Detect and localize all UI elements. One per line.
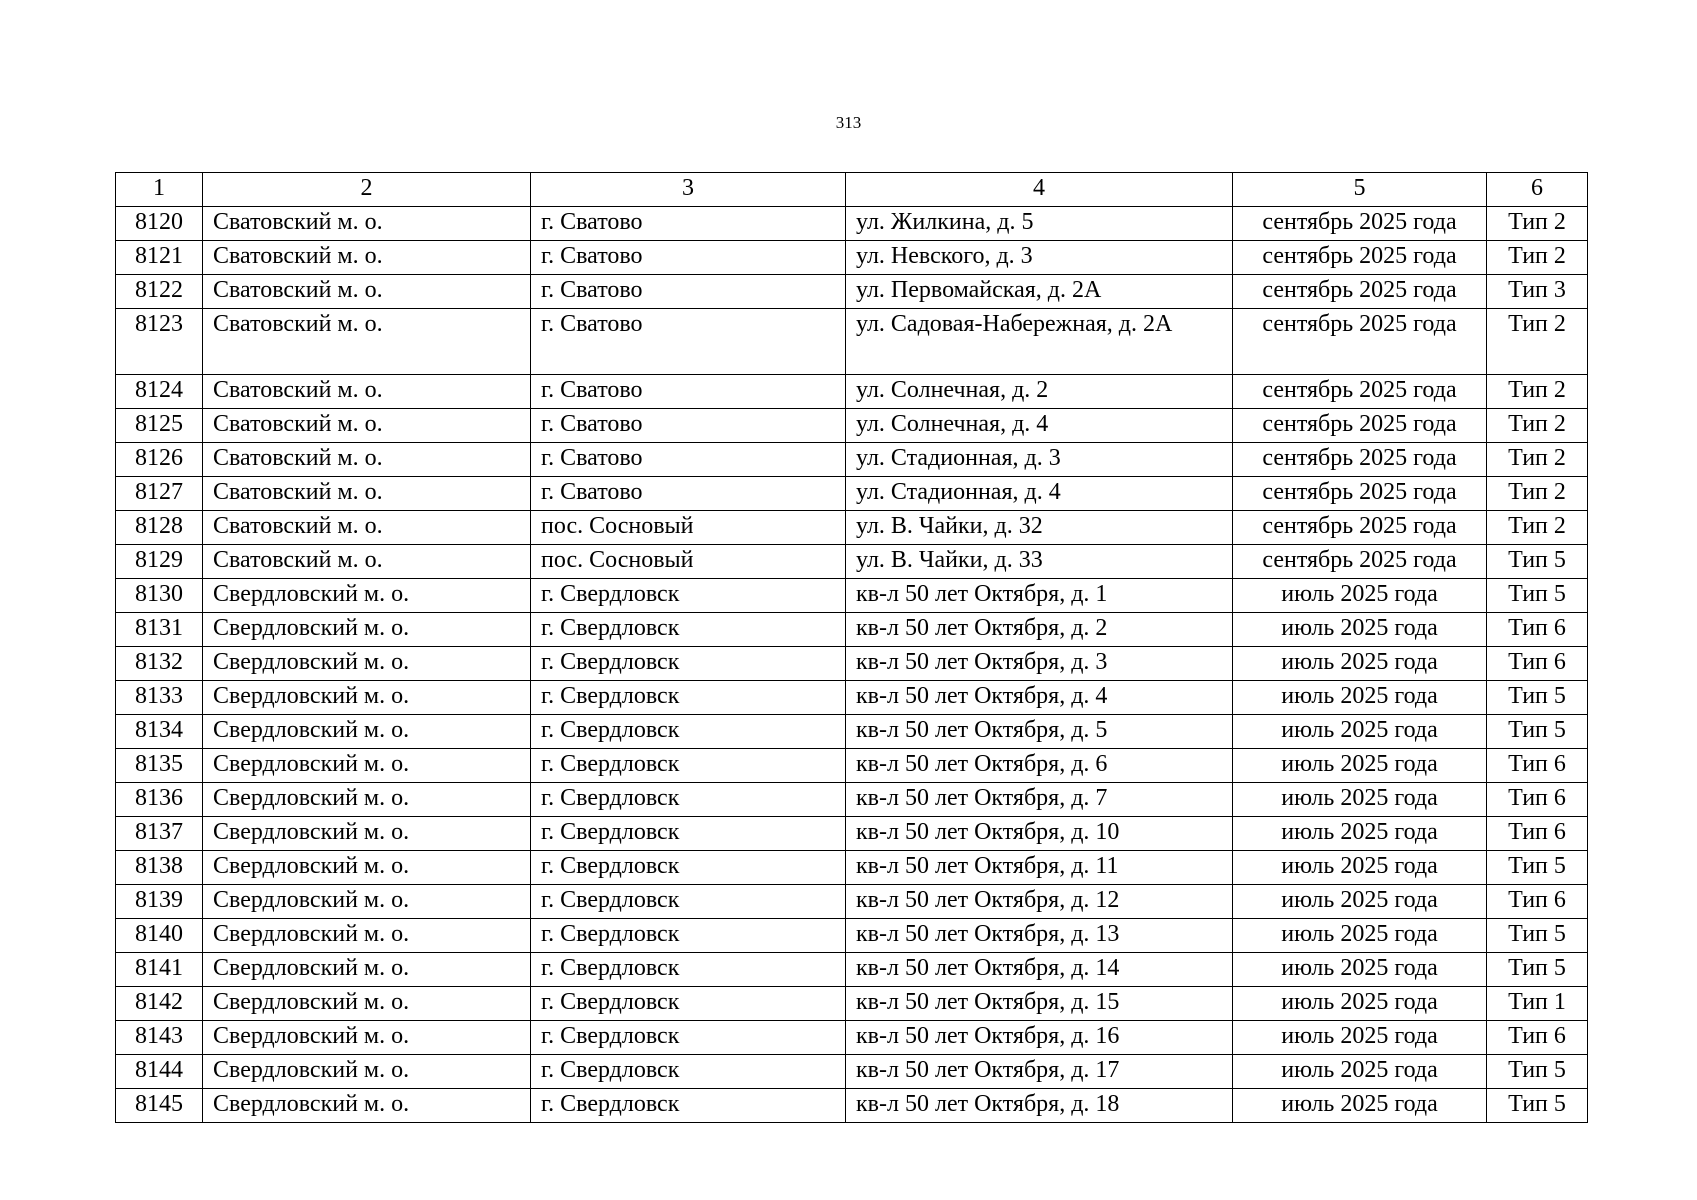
date-cell: сентябрь 2025 года bbox=[1233, 375, 1487, 409]
date-cell: июль 2025 года bbox=[1233, 613, 1487, 647]
data-table bbox=[115, 172, 1588, 1123]
row-number: 8128 bbox=[116, 511, 203, 545]
row-number: 8126 bbox=[116, 443, 203, 477]
table-row bbox=[116, 1055, 1588, 1089]
date-cell: сентябрь 2025 года bbox=[1233, 309, 1487, 375]
row-number: 8120 bbox=[116, 207, 203, 241]
address-cell: кв-л 50 лет Октября, д. 15 bbox=[846, 987, 1233, 1021]
row-number: 8123 bbox=[116, 309, 203, 375]
type-cell: Тип 1 bbox=[1487, 987, 1588, 1021]
locality-cell: г. Свердловск bbox=[531, 919, 846, 953]
type-cell: Тип 5 bbox=[1487, 851, 1588, 885]
table-row bbox=[116, 885, 1588, 919]
address-cell: кв-л 50 лет Октября, д. 16 bbox=[846, 1021, 1233, 1055]
address-cell: ул. Невского, д. 3 bbox=[846, 241, 1233, 275]
address-cell: кв-л 50 лет Октября, д. 6 bbox=[846, 749, 1233, 783]
date-cell: сентябрь 2025 года bbox=[1233, 275, 1487, 309]
row-number: 8144 bbox=[116, 1055, 203, 1089]
district-cell: Сватовский м. о. bbox=[203, 207, 531, 241]
row-number: 8143 bbox=[116, 1021, 203, 1055]
table-row bbox=[116, 783, 1588, 817]
table-row bbox=[116, 749, 1588, 783]
row-number: 8125 bbox=[116, 409, 203, 443]
district-cell: Свердловский м. о. bbox=[203, 885, 531, 919]
table-row bbox=[116, 409, 1588, 443]
type-cell: Тип 2 bbox=[1487, 207, 1588, 241]
type-cell: Тип 5 bbox=[1487, 919, 1588, 953]
date-cell: сентябрь 2025 года bbox=[1233, 241, 1487, 275]
table-row bbox=[116, 275, 1588, 309]
district-cell: Свердловский м. о. bbox=[203, 851, 531, 885]
date-cell: июль 2025 года bbox=[1233, 1089, 1487, 1123]
address-cell: ул. Первомайская, д. 2А bbox=[846, 275, 1233, 309]
date-cell: сентябрь 2025 года bbox=[1233, 409, 1487, 443]
type-cell: Тип 2 bbox=[1487, 309, 1588, 375]
locality-cell: г. Свердловск bbox=[531, 715, 846, 749]
address-cell: ул. Садовая-Набережная, д. 2А bbox=[846, 309, 1233, 375]
locality-cell: г. Свердловск bbox=[531, 987, 846, 1021]
table-row bbox=[116, 613, 1588, 647]
type-cell: Тип 2 bbox=[1487, 477, 1588, 511]
row-number: 8140 bbox=[116, 919, 203, 953]
locality-cell: г. Свердловск bbox=[531, 749, 846, 783]
type-cell: Тип 6 bbox=[1487, 817, 1588, 851]
type-cell: Тип 5 bbox=[1487, 579, 1588, 613]
table-row bbox=[116, 715, 1588, 749]
type-cell: Тип 6 bbox=[1487, 885, 1588, 919]
date-cell: июль 2025 года bbox=[1233, 987, 1487, 1021]
table-row bbox=[116, 953, 1588, 987]
address-cell: ул. Солнечная, д. 2 bbox=[846, 375, 1233, 409]
district-cell: Сватовский м. о. bbox=[203, 409, 531, 443]
type-cell: Тип 6 bbox=[1487, 613, 1588, 647]
address-cell: ул. Жилкина, д. 5 bbox=[846, 207, 1233, 241]
locality-cell: г. Сватово bbox=[531, 409, 846, 443]
date-cell: июль 2025 года bbox=[1233, 681, 1487, 715]
district-cell: Сватовский м. о. bbox=[203, 443, 531, 477]
table-row bbox=[116, 579, 1588, 613]
address-cell: кв-л 50 лет Октября, д. 7 bbox=[846, 783, 1233, 817]
address-cell: кв-л 50 лет Октября, д. 18 bbox=[846, 1089, 1233, 1123]
district-cell: Сватовский м. о. bbox=[203, 511, 531, 545]
type-cell: Тип 6 bbox=[1487, 1021, 1588, 1055]
date-cell: июль 2025 года bbox=[1233, 715, 1487, 749]
address-cell: кв-л 50 лет Октября, д. 11 bbox=[846, 851, 1233, 885]
table-row bbox=[116, 545, 1588, 579]
table-row bbox=[116, 681, 1588, 715]
date-cell: июль 2025 года bbox=[1233, 579, 1487, 613]
row-number: 8133 bbox=[116, 681, 203, 715]
district-cell: Сватовский м. о. bbox=[203, 375, 531, 409]
row-number: 8129 bbox=[116, 545, 203, 579]
header-cell-6: 6 bbox=[1487, 173, 1588, 207]
row-number: 8132 bbox=[116, 647, 203, 681]
row-number: 8136 bbox=[116, 783, 203, 817]
district-cell: Свердловский м. о. bbox=[203, 681, 531, 715]
district-cell: Свердловский м. о. bbox=[203, 953, 531, 987]
type-cell: Тип 5 bbox=[1487, 545, 1588, 579]
date-cell: июль 2025 года bbox=[1233, 783, 1487, 817]
locality-cell: г. Свердловск bbox=[531, 1055, 846, 1089]
header-cell-2: 2 bbox=[203, 173, 531, 207]
district-cell: Свердловский м. о. bbox=[203, 749, 531, 783]
locality-cell: г. Сватово bbox=[531, 241, 846, 275]
table-row bbox=[116, 919, 1588, 953]
locality-cell: г. Свердловск bbox=[531, 647, 846, 681]
district-cell: Свердловский м. о. bbox=[203, 715, 531, 749]
date-cell: июль 2025 года bbox=[1233, 851, 1487, 885]
row-number: 8127 bbox=[116, 477, 203, 511]
table-row bbox=[116, 241, 1588, 275]
table-row bbox=[116, 1089, 1588, 1123]
district-cell: Сватовский м. о. bbox=[203, 477, 531, 511]
address-cell: кв-л 50 лет Октября, д. 5 bbox=[846, 715, 1233, 749]
type-cell: Тип 5 bbox=[1487, 681, 1588, 715]
address-cell: кв-л 50 лет Октября, д. 12 bbox=[846, 885, 1233, 919]
date-cell: сентябрь 2025 года bbox=[1233, 511, 1487, 545]
row-number: 8138 bbox=[116, 851, 203, 885]
page-number: 313 bbox=[835, 113, 862, 132]
type-cell: Тип 5 bbox=[1487, 953, 1588, 987]
address-cell: ул. Солнечная, д. 4 bbox=[846, 409, 1233, 443]
locality-cell: г. Сватово bbox=[531, 309, 846, 375]
locality-cell: пос. Сосновый bbox=[531, 545, 846, 579]
district-cell: Сватовский м. о. bbox=[203, 241, 531, 275]
address-cell: кв-л 50 лет Октября, д. 3 bbox=[846, 647, 1233, 681]
row-number: 8131 bbox=[116, 613, 203, 647]
date-cell: июль 2025 года bbox=[1233, 1055, 1487, 1089]
type-cell: Тип 6 bbox=[1487, 783, 1588, 817]
district-cell: Свердловский м. о. bbox=[203, 647, 531, 681]
locality-cell: г. Сватово bbox=[531, 275, 846, 309]
type-cell: Тип 3 bbox=[1487, 275, 1588, 309]
date-cell: сентябрь 2025 года bbox=[1233, 207, 1487, 241]
date-cell: июль 2025 года bbox=[1233, 919, 1487, 953]
district-cell: Свердловский м. о. bbox=[203, 1021, 531, 1055]
locality-cell: г. Сватово bbox=[531, 207, 846, 241]
district-cell: Свердловский м. о. bbox=[203, 1089, 531, 1123]
address-cell: кв-л 50 лет Октября, д. 14 bbox=[846, 953, 1233, 987]
address-cell: кв-л 50 лет Октября, д. 10 bbox=[846, 817, 1233, 851]
header-row bbox=[116, 173, 1588, 207]
table-row bbox=[116, 647, 1588, 681]
locality-cell: г. Свердловск bbox=[531, 681, 846, 715]
table-row bbox=[116, 1021, 1588, 1055]
table-row bbox=[116, 309, 1588, 375]
address-cell: ул. Стадионная, д. 3 bbox=[846, 443, 1233, 477]
table-row bbox=[116, 851, 1588, 885]
row-number: 8141 bbox=[116, 953, 203, 987]
locality-cell: г. Свердловск bbox=[531, 851, 846, 885]
type-cell: Тип 6 bbox=[1487, 749, 1588, 783]
date-cell: июль 2025 года bbox=[1233, 817, 1487, 851]
table-body bbox=[116, 207, 1588, 1123]
district-cell: Сватовский м. о. bbox=[203, 275, 531, 309]
table-row bbox=[116, 477, 1588, 511]
locality-cell: г. Сватово bbox=[531, 477, 846, 511]
district-cell: Свердловский м. о. bbox=[203, 579, 531, 613]
district-cell: Свердловский м. о. bbox=[203, 919, 531, 953]
row-number: 8142 bbox=[116, 987, 203, 1021]
table-row bbox=[116, 511, 1588, 545]
locality-cell: г. Свердловск bbox=[531, 783, 846, 817]
address-cell: кв-л 50 лет Октября, д. 17 bbox=[846, 1055, 1233, 1089]
locality-cell: г. Сватово bbox=[531, 375, 846, 409]
table-row bbox=[116, 817, 1588, 851]
date-cell: июль 2025 года bbox=[1233, 885, 1487, 919]
row-number: 8122 bbox=[116, 275, 203, 309]
table-row bbox=[116, 987, 1588, 1021]
district-cell: Свердловский м. о. bbox=[203, 817, 531, 851]
row-number: 8135 bbox=[116, 749, 203, 783]
row-number: 8121 bbox=[116, 241, 203, 275]
date-cell: сентябрь 2025 года bbox=[1233, 545, 1487, 579]
address-cell: кв-л 50 лет Октября, д. 4 bbox=[846, 681, 1233, 715]
district-cell: Свердловский м. о. bbox=[203, 987, 531, 1021]
table-row bbox=[116, 375, 1588, 409]
district-cell: Свердловский м. о. bbox=[203, 613, 531, 647]
locality-cell: г. Свердловск bbox=[531, 817, 846, 851]
address-cell: кв-л 50 лет Октября, д. 2 bbox=[846, 613, 1233, 647]
table-row bbox=[116, 207, 1588, 241]
row-number: 8134 bbox=[116, 715, 203, 749]
locality-cell: г. Сватово bbox=[531, 443, 846, 477]
type-cell: Тип 2 bbox=[1487, 443, 1588, 477]
address-cell: кв-л 50 лет Октября, д. 13 bbox=[846, 919, 1233, 953]
row-number: 8145 bbox=[116, 1089, 203, 1123]
table-header bbox=[116, 173, 1588, 207]
address-cell: ул. В. Чайки, д. 32 bbox=[846, 511, 1233, 545]
header-cell-3: 3 bbox=[531, 173, 846, 207]
type-cell: Тип 2 bbox=[1487, 409, 1588, 443]
district-cell: Сватовский м. о. bbox=[203, 309, 531, 375]
type-cell: Тип 2 bbox=[1487, 375, 1588, 409]
row-number: 8139 bbox=[116, 885, 203, 919]
row-number: 8137 bbox=[116, 817, 203, 851]
type-cell: Тип 2 bbox=[1487, 241, 1588, 275]
type-cell: Тип 6 bbox=[1487, 647, 1588, 681]
address-cell: ул. В. Чайки, д. 33 bbox=[846, 545, 1233, 579]
locality-cell: г. Свердловск bbox=[531, 1089, 846, 1123]
type-cell: Тип 5 bbox=[1487, 1055, 1588, 1089]
table-row bbox=[116, 443, 1588, 477]
date-cell: июль 2025 года bbox=[1233, 749, 1487, 783]
date-cell: июль 2025 года bbox=[1233, 953, 1487, 987]
row-number: 8130 bbox=[116, 579, 203, 613]
locality-cell: г. Свердловск bbox=[531, 1021, 846, 1055]
header-cell-4: 4 bbox=[846, 173, 1233, 207]
date-cell: сентябрь 2025 года bbox=[1233, 477, 1487, 511]
locality-cell: г. Свердловск bbox=[531, 953, 846, 987]
row-number: 8124 bbox=[116, 375, 203, 409]
district-cell: Свердловский м. о. bbox=[203, 1055, 531, 1089]
district-cell: Свердловский м. о. bbox=[203, 783, 531, 817]
date-cell: июль 2025 года bbox=[1233, 647, 1487, 681]
header-cell-1: 1 bbox=[116, 173, 203, 207]
header-cell-5: 5 bbox=[1233, 173, 1487, 207]
district-cell: Сватовский м. о. bbox=[203, 545, 531, 579]
locality-cell: г. Свердловск bbox=[531, 885, 846, 919]
locality-cell: г. Свердловск bbox=[531, 613, 846, 647]
locality-cell: г. Свердловск bbox=[531, 579, 846, 613]
type-cell: Тип 2 bbox=[1487, 511, 1588, 545]
address-cell: кв-л 50 лет Октября, д. 1 bbox=[846, 579, 1233, 613]
date-cell: июль 2025 года bbox=[1233, 1021, 1487, 1055]
date-cell: сентябрь 2025 года bbox=[1233, 443, 1487, 477]
address-cell: ул. Стадионная, д. 4 bbox=[846, 477, 1233, 511]
type-cell: Тип 5 bbox=[1487, 715, 1588, 749]
locality-cell: пос. Сосновый bbox=[531, 511, 846, 545]
type-cell: Тип 5 bbox=[1487, 1089, 1588, 1123]
